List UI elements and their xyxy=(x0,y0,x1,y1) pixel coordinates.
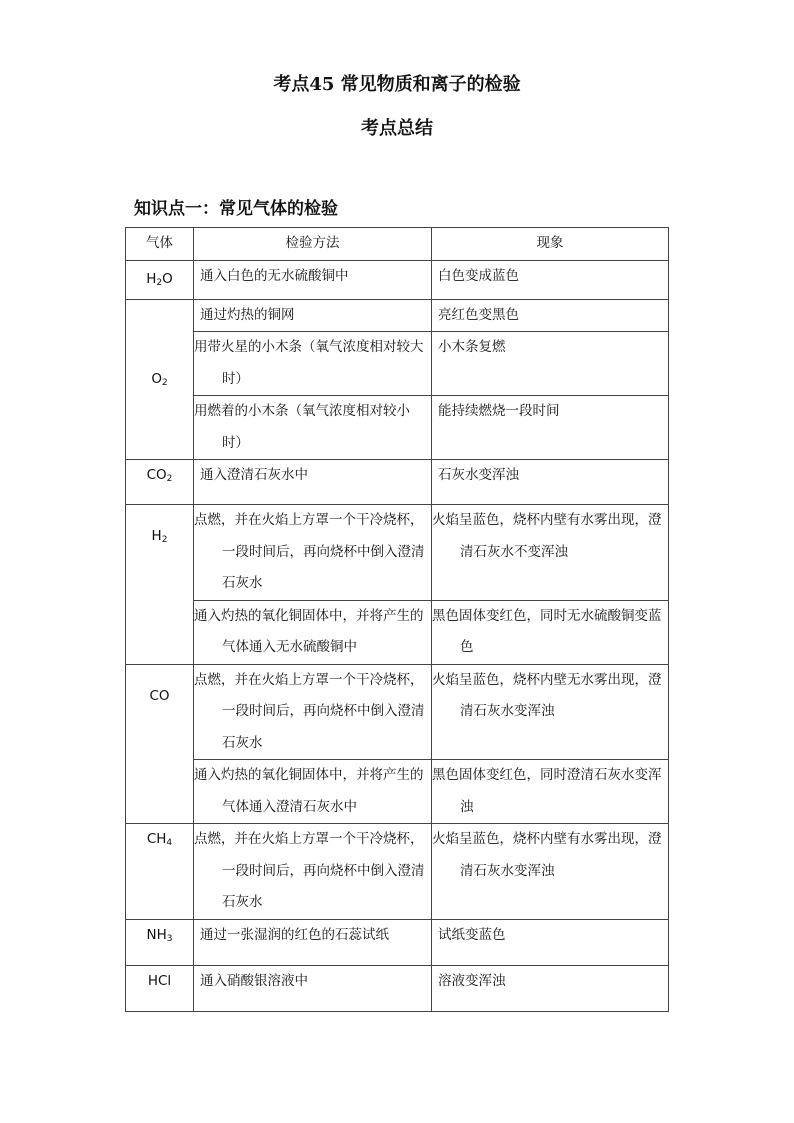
method-cell: 点燃，并在火焰上方罩一个干冷烧杯，一段时间后，再向烧杯中倒入澄清石灰水 xyxy=(194,824,432,920)
method-cell: 通过灼热的铜网 xyxy=(194,299,432,332)
method-cell: 通入澄清石灰水中 xyxy=(194,460,432,505)
table-row xyxy=(126,600,669,664)
table-row xyxy=(126,460,669,505)
method-cell: 通入灼热的氧化铜固体中，并将产生的气体通入澄清石灰水中 xyxy=(194,760,432,824)
method-cell: 通入白色的无水硫酸铜中 xyxy=(194,260,432,299)
header-method: 检验方法 xyxy=(194,228,432,261)
table-row xyxy=(126,664,669,760)
method-cell: 通过一张湿润的红色的石蕊试纸 xyxy=(194,919,432,965)
phenomenon-cell: 火焰呈蓝色，烧杯内壁无水雾出现，澄清石灰水变浑浊 xyxy=(432,664,669,760)
page-subtitle: 考点总结 xyxy=(361,118,433,139)
table-row xyxy=(126,505,669,601)
table-row xyxy=(126,824,669,920)
method-cell: 通入硝酸银溶液中 xyxy=(194,965,432,1011)
gas-cell-nh3: $NH_3$ xyxy=(126,919,194,965)
method-cell: 点燃，并在火焰上方罩一个干冷烧杯，一段时间后，再向烧杯中倒入澄清石灰水 xyxy=(194,505,432,601)
section-heading: 知识点一：常见气体的检验 xyxy=(134,199,338,219)
phenomenon-cell: 小木条复燃 xyxy=(432,332,669,396)
phenomenon-cell: 黑色固体变红色，同时澄清石灰水变浑浊 xyxy=(432,760,669,824)
header-gas: 气体 xyxy=(126,228,194,261)
table-row xyxy=(126,299,669,332)
gas-cell-o2: $O_2$ xyxy=(126,299,194,460)
phenomenon-cell: 白色变成蓝色 xyxy=(432,260,669,299)
gas-detection-table xyxy=(125,227,669,1012)
gas-cell-hcl: HCl xyxy=(126,965,194,1011)
gas-cell-h2o: $H_2O$ xyxy=(126,260,194,299)
phenomenon-cell: 火焰呈蓝色，烧杯内壁有水雾出现，澄清石灰水不变浑浊 xyxy=(432,505,669,601)
table-row xyxy=(126,965,669,1011)
phenomenon-cell: 溶液变浑浊 xyxy=(432,965,669,1011)
gas-cell-co: CO xyxy=(126,664,194,824)
method-cell: 用燃着的小木条（氧气浓度相对较小时） xyxy=(194,396,432,460)
gas-cell-h2: $H_2$ xyxy=(126,505,194,665)
page-title: 考点45 常见物质和离子的检验 xyxy=(273,74,521,95)
phenomenon-cell: 黑色固体变红色，同时无水硫酸铜变蓝色 xyxy=(432,600,669,664)
phenomenon-cell: 能持续燃烧一段时间 xyxy=(432,396,669,460)
table-row xyxy=(126,919,669,965)
table-row xyxy=(126,396,669,460)
gas-cell-co2: $CO_2$ xyxy=(126,460,194,505)
phenomenon-cell: 试纸变蓝色 xyxy=(432,919,669,965)
table-row xyxy=(126,260,669,299)
phenomenon-cell: 火焰呈蓝色，烧杯内壁有水雾出现，澄清石灰水变浑浊 xyxy=(432,824,669,920)
method-cell: 用带火星的小木条（氧气浓度相对较大时） xyxy=(194,332,432,396)
table-header-row xyxy=(126,228,669,261)
gas-cell-ch4: $CH_4$ xyxy=(126,824,194,920)
table-row xyxy=(126,760,669,824)
phenomenon-cell: 石灰水变浑浊 xyxy=(432,460,669,505)
method-cell: 通入灼热的氧化铜固体中，并将产生的气体通入无水硫酸铜中 xyxy=(194,600,432,664)
phenomenon-cell: 亮红色变黑色 xyxy=(432,299,669,332)
table-row xyxy=(126,332,669,396)
method-cell: 点燃，并在火焰上方罩一个干冷烧杯，一段时间后，再向烧杯中倒入澄清石灰水 xyxy=(194,664,432,760)
header-phenomenon: 现象 xyxy=(432,228,669,261)
